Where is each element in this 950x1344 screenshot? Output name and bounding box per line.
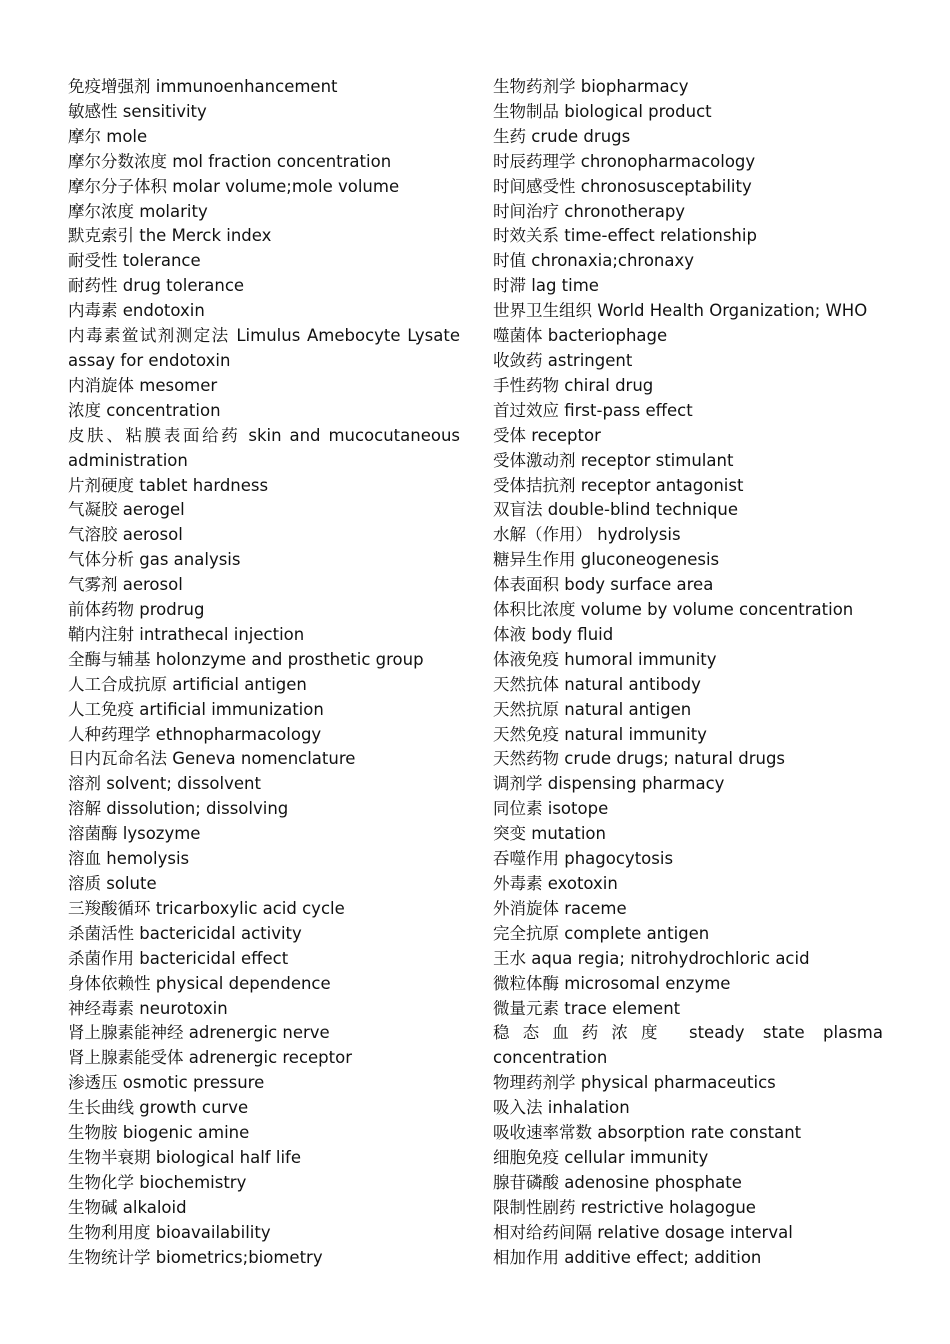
english-term: body surface area	[564, 575, 714, 595]
chinese-term: 时值	[493, 251, 526, 271]
english-term: physical pharmaceutics	[580, 1073, 776, 1093]
chinese-term: 限制性剧药	[493, 1197, 576, 1217]
english-term: steady state plasma concentration	[493, 1023, 883, 1068]
english-term: bioavailability	[155, 1222, 271, 1242]
glossary-entry	[68, 847, 460, 872]
glossary-entry	[493, 324, 883, 349]
english-term: trace element	[564, 998, 681, 1018]
glossary-entry	[493, 1221, 883, 1246]
chinese-term: 生物半衰期	[68, 1147, 151, 1167]
glossary-entry	[68, 623, 460, 648]
english-term: aerosol	[122, 575, 183, 595]
chinese-term: 外毒素	[493, 874, 543, 893]
chinese-term: 气雾剂	[68, 575, 118, 595]
glossary-entry	[68, 1121, 460, 1146]
glossary-entry	[493, 224, 883, 249]
chinese-term: 同位素	[493, 799, 543, 819]
glossary-entry	[68, 947, 460, 972]
english-term: receptor antagonist	[580, 475, 744, 495]
glossary-entry	[493, 374, 883, 399]
english-term: hemolysis	[106, 849, 190, 869]
chinese-term: 时辰药理学	[493, 151, 576, 171]
english-term: endotoxin	[122, 301, 205, 321]
glossary-entry	[493, 1121, 883, 1146]
english-term: molarity	[139, 201, 208, 221]
chinese-term: 摩尔分子体积	[68, 176, 167, 196]
glossary-entry	[493, 623, 883, 648]
chinese-term: 相对给药间隔	[493, 1222, 592, 1242]
chinese-term: 微量元素	[493, 998, 559, 1018]
glossary-entry	[493, 523, 883, 548]
english-term: adrenergic receptor	[188, 1048, 353, 1068]
glossary-entry	[493, 274, 883, 299]
english-term: ethnopharmacology	[155, 724, 322, 744]
glossary-entry	[493, 1171, 883, 1196]
glossary-entry	[68, 872, 460, 897]
english-term: mutation	[531, 824, 606, 844]
chinese-term: 稳态血药浓度	[493, 1023, 671, 1043]
glossary-entry	[493, 399, 883, 424]
english-term: absorption rate constant	[597, 1123, 802, 1143]
glossary-entry	[68, 374, 460, 399]
english-term: tablet hardness	[139, 475, 269, 495]
english-term: biogenic amine	[122, 1123, 250, 1143]
glossary-entry	[493, 723, 883, 748]
chinese-term: 生长曲线	[68, 1098, 134, 1118]
chinese-term: 前体药物	[68, 600, 134, 620]
chinese-term: 身体依赖性	[68, 973, 151, 993]
chinese-term: 溶血	[68, 849, 101, 869]
chinese-term: 杀菌作用	[68, 948, 134, 968]
english-term: additive effect; addition	[564, 1247, 762, 1267]
english-term: Geneva nomenclature	[172, 749, 356, 769]
english-term: time-effect relationship	[564, 226, 757, 246]
chinese-term: 溶菌酶	[68, 824, 118, 844]
chinese-term: 肾上腺素能神经	[68, 1023, 184, 1043]
chinese-term: 噬菌体	[493, 326, 543, 346]
chinese-term: 全酶与辅基	[68, 649, 151, 669]
chinese-term: 天然免疫	[493, 724, 559, 744]
glossary-entry	[68, 175, 460, 200]
english-term: biological product	[564, 101, 712, 121]
english-term: tricarboxylic acid cycle	[155, 898, 345, 918]
chinese-term: 气体分析	[68, 550, 134, 570]
english-term: biometrics;biometry	[155, 1247, 323, 1267]
chinese-term: 鞘内注射	[68, 624, 134, 644]
english-term: sensitivity	[122, 101, 207, 121]
glossary-entry	[493, 573, 883, 598]
english-term: biological half life	[155, 1147, 301, 1167]
glossary-entry	[68, 822, 460, 847]
chinese-term: 内毒素鲎试剂测定法	[68, 326, 230, 346]
chinese-term: 受体激动剂	[493, 450, 576, 470]
english-term: exotoxin	[547, 874, 618, 893]
chinese-term: 生物胺	[68, 1123, 118, 1143]
glossary-entry	[493, 1146, 883, 1171]
chinese-term: 生物统计学	[68, 1247, 151, 1267]
english-term: restrictive holagogue	[580, 1197, 756, 1217]
chinese-term: 浓度	[68, 400, 101, 420]
glossary-entry	[493, 125, 883, 150]
chinese-term: 世界卫生组织	[493, 301, 592, 321]
glossary-entry	[493, 747, 883, 772]
glossary-entry	[68, 772, 460, 797]
english-term: natural antibody	[564, 674, 701, 694]
chinese-term: 微粒体酶	[493, 973, 559, 993]
chinese-term: 时间感受性	[493, 176, 576, 196]
english-term: chronotherapy	[564, 201, 686, 221]
chinese-term: 时间治疗	[493, 201, 559, 221]
english-term: receptor stimulant	[580, 450, 734, 470]
english-term: solvent; dissolvent	[106, 774, 261, 794]
english-term: solute	[106, 874, 157, 893]
chinese-term: 默克索引	[68, 226, 134, 246]
glossary-entry	[493, 772, 883, 797]
chinese-term: 耐受性	[68, 251, 118, 271]
english-term: molar volume;mole volume	[172, 176, 400, 196]
english-term: aerogel	[122, 500, 185, 520]
english-term: isotope	[547, 799, 609, 819]
chinese-term: 吸入法	[493, 1098, 543, 1118]
glossary-entry	[68, 474, 460, 499]
english-term: concentration	[106, 400, 221, 420]
english-term: gluconeogenesis	[580, 550, 720, 570]
chinese-term: 日内瓦命名法	[68, 749, 167, 769]
glossary-entry	[493, 498, 883, 523]
english-term: first-pass effect	[564, 400, 693, 420]
glossary-entry	[68, 723, 460, 748]
english-term: natural immunity	[564, 724, 707, 744]
glossary-entry	[68, 399, 460, 424]
english-term: adrenergic nerve	[188, 1023, 330, 1043]
english-term: intrathecal injection	[139, 624, 305, 644]
english-term: astringent	[547, 350, 633, 370]
glossary-entry	[493, 698, 883, 723]
glossary-entry	[68, 897, 460, 922]
glossary-entry	[493, 997, 883, 1022]
chinese-term: 气凝胶	[68, 500, 118, 520]
chinese-term: 受体	[493, 425, 526, 445]
english-term: cellular immunity	[564, 1147, 709, 1167]
english-term: bacteriophage	[547, 326, 668, 346]
glossary-entry	[493, 299, 883, 324]
glossary-entry	[493, 797, 883, 822]
english-term: crude drugs	[531, 126, 631, 146]
english-term: mesomer	[139, 375, 218, 395]
glossary-entry	[493, 449, 883, 474]
chinese-term: 免疫增强剂	[68, 77, 151, 96]
english-term: bactericidal activity	[139, 923, 302, 943]
glossary-entry	[493, 424, 883, 449]
english-term: double-blind technique	[547, 500, 739, 520]
english-term: World Health Organization; WHO	[597, 301, 868, 321]
chinese-term: 首过效应	[493, 400, 559, 420]
glossary-entry	[68, 1171, 460, 1196]
chinese-term: 敏感性	[68, 101, 118, 121]
english-term: bactericidal effect	[139, 948, 289, 968]
glossary-entry	[493, 822, 883, 847]
chinese-term: 突变	[493, 824, 526, 844]
glossary-entry	[68, 797, 460, 822]
chinese-term: 天然药物	[493, 749, 559, 769]
chinese-term: 人工免疫	[68, 699, 134, 719]
chinese-term: 生物利用度	[68, 1222, 151, 1242]
english-term: chronosusceptability	[580, 176, 752, 196]
english-term: mol fraction concentration	[172, 151, 392, 171]
chinese-term: 人种药理学	[68, 724, 151, 744]
glossary-entry	[493, 150, 883, 175]
english-term: the Merck index	[139, 226, 272, 246]
english-term: holonzyme and prosthetic group	[155, 649, 424, 669]
chinese-term: 体液	[493, 624, 526, 644]
english-term: chiral drug	[564, 375, 654, 395]
chinese-term: 内消旋体	[68, 375, 134, 395]
chinese-term: 手性药物	[493, 375, 559, 395]
english-term: lysozyme	[122, 824, 201, 844]
english-term: hydrolysis	[597, 525, 681, 545]
glossary-entry	[493, 75, 883, 100]
chinese-term: 调剂学	[493, 774, 543, 794]
glossary-entry	[68, 299, 460, 324]
english-term: mole	[106, 126, 148, 146]
chinese-term: 片剂硬度	[68, 475, 134, 495]
english-term: dispensing pharmacy	[547, 774, 725, 794]
chinese-term: 溶质	[68, 874, 101, 893]
glossary-entry	[68, 673, 460, 698]
english-term: crude drugs; natural drugs	[564, 749, 786, 769]
left-glossary-column	[68, 75, 460, 1271]
glossary-entry	[68, 249, 460, 274]
chinese-term: 摩尔	[68, 126, 101, 146]
glossary-entry	[68, 1071, 460, 1096]
glossary-entry	[68, 1146, 460, 1171]
chinese-term: 生物制品	[493, 101, 559, 121]
glossary-entry	[68, 125, 460, 150]
chinese-term: 物理药剂学	[493, 1073, 576, 1093]
english-term: physical dependence	[155, 973, 331, 993]
english-term: relative dosage interval	[597, 1222, 793, 1242]
english-term: drug tolerance	[122, 276, 245, 296]
english-term: artificial antigen	[172, 674, 307, 694]
chinese-term: 神经毒素	[68, 998, 134, 1018]
english-term: raceme	[564, 898, 627, 918]
glossary-entry	[68, 1221, 460, 1246]
chinese-term: 外消旋体	[493, 898, 559, 918]
chinese-term: 生物药剂学	[493, 77, 576, 96]
chinese-term: 皮肤、粘膜表面给药	[68, 425, 241, 445]
glossary-entry	[493, 922, 883, 947]
glossary-entry	[493, 1071, 883, 1096]
glossary-entry	[493, 175, 883, 200]
chinese-term: 体液免疫	[493, 649, 559, 669]
english-term: immunoenhancement	[155, 77, 338, 96]
glossary-entry	[68, 523, 460, 548]
glossary-entry	[68, 1196, 460, 1221]
english-term: phagocytosis	[564, 849, 674, 869]
chinese-term: 生物化学	[68, 1172, 134, 1192]
english-term: osmotic pressure	[122, 1073, 265, 1093]
english-term: receptor	[531, 425, 601, 445]
glossary-entry	[493, 972, 883, 997]
english-term: tolerance	[122, 251, 201, 271]
chinese-term: 完全抗原	[493, 923, 559, 943]
english-term: humoral immunity	[564, 649, 717, 669]
chinese-term: 时滞	[493, 276, 526, 296]
chinese-term: 天然抗体	[493, 674, 559, 694]
glossary-entry	[493, 947, 883, 972]
chinese-term: 三羧酸循环	[68, 898, 151, 918]
english-term: dissolution; dissolving	[106, 799, 289, 819]
chinese-term: 双盲法	[493, 500, 543, 520]
english-term: inhalation	[547, 1098, 630, 1118]
glossary-entry	[493, 249, 883, 274]
chinese-term: 杀菌活性	[68, 923, 134, 943]
glossary-entry	[493, 200, 883, 225]
english-term: adenosine phosphate	[564, 1172, 742, 1192]
glossary-entry	[493, 1021, 883, 1071]
english-term: growth curve	[139, 1098, 249, 1118]
chinese-term: 体表面积	[493, 575, 559, 595]
glossary-entry	[68, 75, 460, 100]
chinese-term: 相加作用	[493, 1247, 559, 1267]
glossary-entry	[68, 573, 460, 598]
english-term: Limulus Amebocyte Lysate assay for endotoxin	[68, 326, 461, 370]
chinese-term: 王水	[493, 948, 526, 968]
chinese-term: 吸收速率常数	[493, 1123, 592, 1143]
glossary-entry	[68, 324, 460, 374]
glossary-entry	[493, 897, 883, 922]
glossary-entry	[68, 548, 460, 573]
glossary-entry	[68, 598, 460, 623]
english-term: neurotoxin	[139, 998, 228, 1018]
glossary-entry	[68, 648, 460, 673]
glossary-entry	[68, 224, 460, 249]
glossary-entry	[493, 474, 883, 499]
english-term: microsomal enzyme	[564, 973, 731, 993]
glossary-entry	[68, 997, 460, 1022]
glossary-entry	[493, 598, 883, 623]
english-term: biochemistry	[139, 1172, 247, 1192]
glossary-entry	[493, 1246, 883, 1271]
chinese-term: 天然抗原	[493, 699, 559, 719]
glossary-entry	[68, 1096, 460, 1121]
chinese-term: 内毒素	[68, 301, 118, 321]
glossary-entry	[68, 424, 460, 474]
chinese-term: 气溶胶	[68, 525, 118, 545]
english-term: lag time	[531, 276, 599, 296]
chinese-term: 水解（作用）	[493, 525, 592, 545]
glossary-entry	[68, 972, 460, 997]
glossary-entry	[493, 1096, 883, 1121]
right-glossary-column	[493, 75, 883, 1271]
chinese-term: 受体拮抗剂	[493, 475, 576, 495]
chinese-term: 生药	[493, 126, 526, 146]
english-term: gas analysis	[139, 550, 241, 570]
chinese-term: 时效关系	[493, 226, 559, 246]
glossary-entry	[493, 673, 883, 698]
english-term: body fluid	[531, 624, 614, 644]
glossary-entry	[68, 498, 460, 523]
chinese-term: 糖异生作用	[493, 550, 576, 570]
glossary-entry	[68, 150, 460, 175]
chinese-term: 生物碱	[68, 1197, 118, 1217]
glossary-entry	[68, 747, 460, 772]
glossary-entry	[68, 1046, 460, 1071]
chinese-term: 收敛药	[493, 350, 543, 370]
english-term: biopharmacy	[580, 77, 689, 96]
english-term: aqua regia; nitrohydrochloric acid	[531, 948, 810, 968]
glossary-entry	[68, 200, 460, 225]
glossary-entry	[493, 349, 883, 374]
chinese-term: 耐药性	[68, 276, 118, 296]
glossary-entry	[68, 1246, 460, 1271]
english-term: alkaloid	[122, 1197, 187, 1217]
english-term: volume by volume concentration	[580, 600, 854, 620]
chinese-term: 体积比浓度	[493, 600, 576, 620]
english-term: artificial immunization	[139, 699, 324, 719]
english-term: chronopharmacology	[580, 151, 756, 171]
glossary-entry	[68, 922, 460, 947]
english-term: skin and mucocutaneous administration	[68, 425, 461, 470]
english-term: complete antigen	[564, 923, 710, 943]
chinese-term: 人工合成抗原	[68, 674, 167, 694]
glossary-entry	[68, 274, 460, 299]
english-term: chronaxia;chronaxy	[531, 251, 695, 271]
glossary-entry	[493, 1196, 883, 1221]
chinese-term: 溶剂	[68, 774, 101, 794]
glossary-entry	[493, 847, 883, 872]
english-term: aerosol	[122, 525, 183, 545]
glossary-entry	[68, 1021, 460, 1046]
chinese-term: 细胞免疫	[493, 1147, 559, 1167]
glossary-entry	[493, 548, 883, 573]
chinese-term: 吞噬作用	[493, 849, 559, 869]
chinese-term: 溶解	[68, 799, 101, 819]
glossary-entry	[493, 872, 883, 897]
english-term: prodrug	[139, 600, 205, 620]
glossary-entry	[68, 100, 460, 125]
chinese-term: 渗透压	[68, 1073, 118, 1093]
chinese-term: 腺苷磷酸	[493, 1172, 559, 1192]
glossary-entry	[493, 100, 883, 125]
chinese-term: 摩尔分数浓度	[68, 151, 167, 171]
glossary-entry	[493, 648, 883, 673]
chinese-term: 摩尔浓度	[68, 201, 134, 221]
chinese-term: 肾上腺素能受体	[68, 1048, 184, 1068]
english-term: natural antigen	[564, 699, 692, 719]
glossary-entry	[68, 698, 460, 723]
